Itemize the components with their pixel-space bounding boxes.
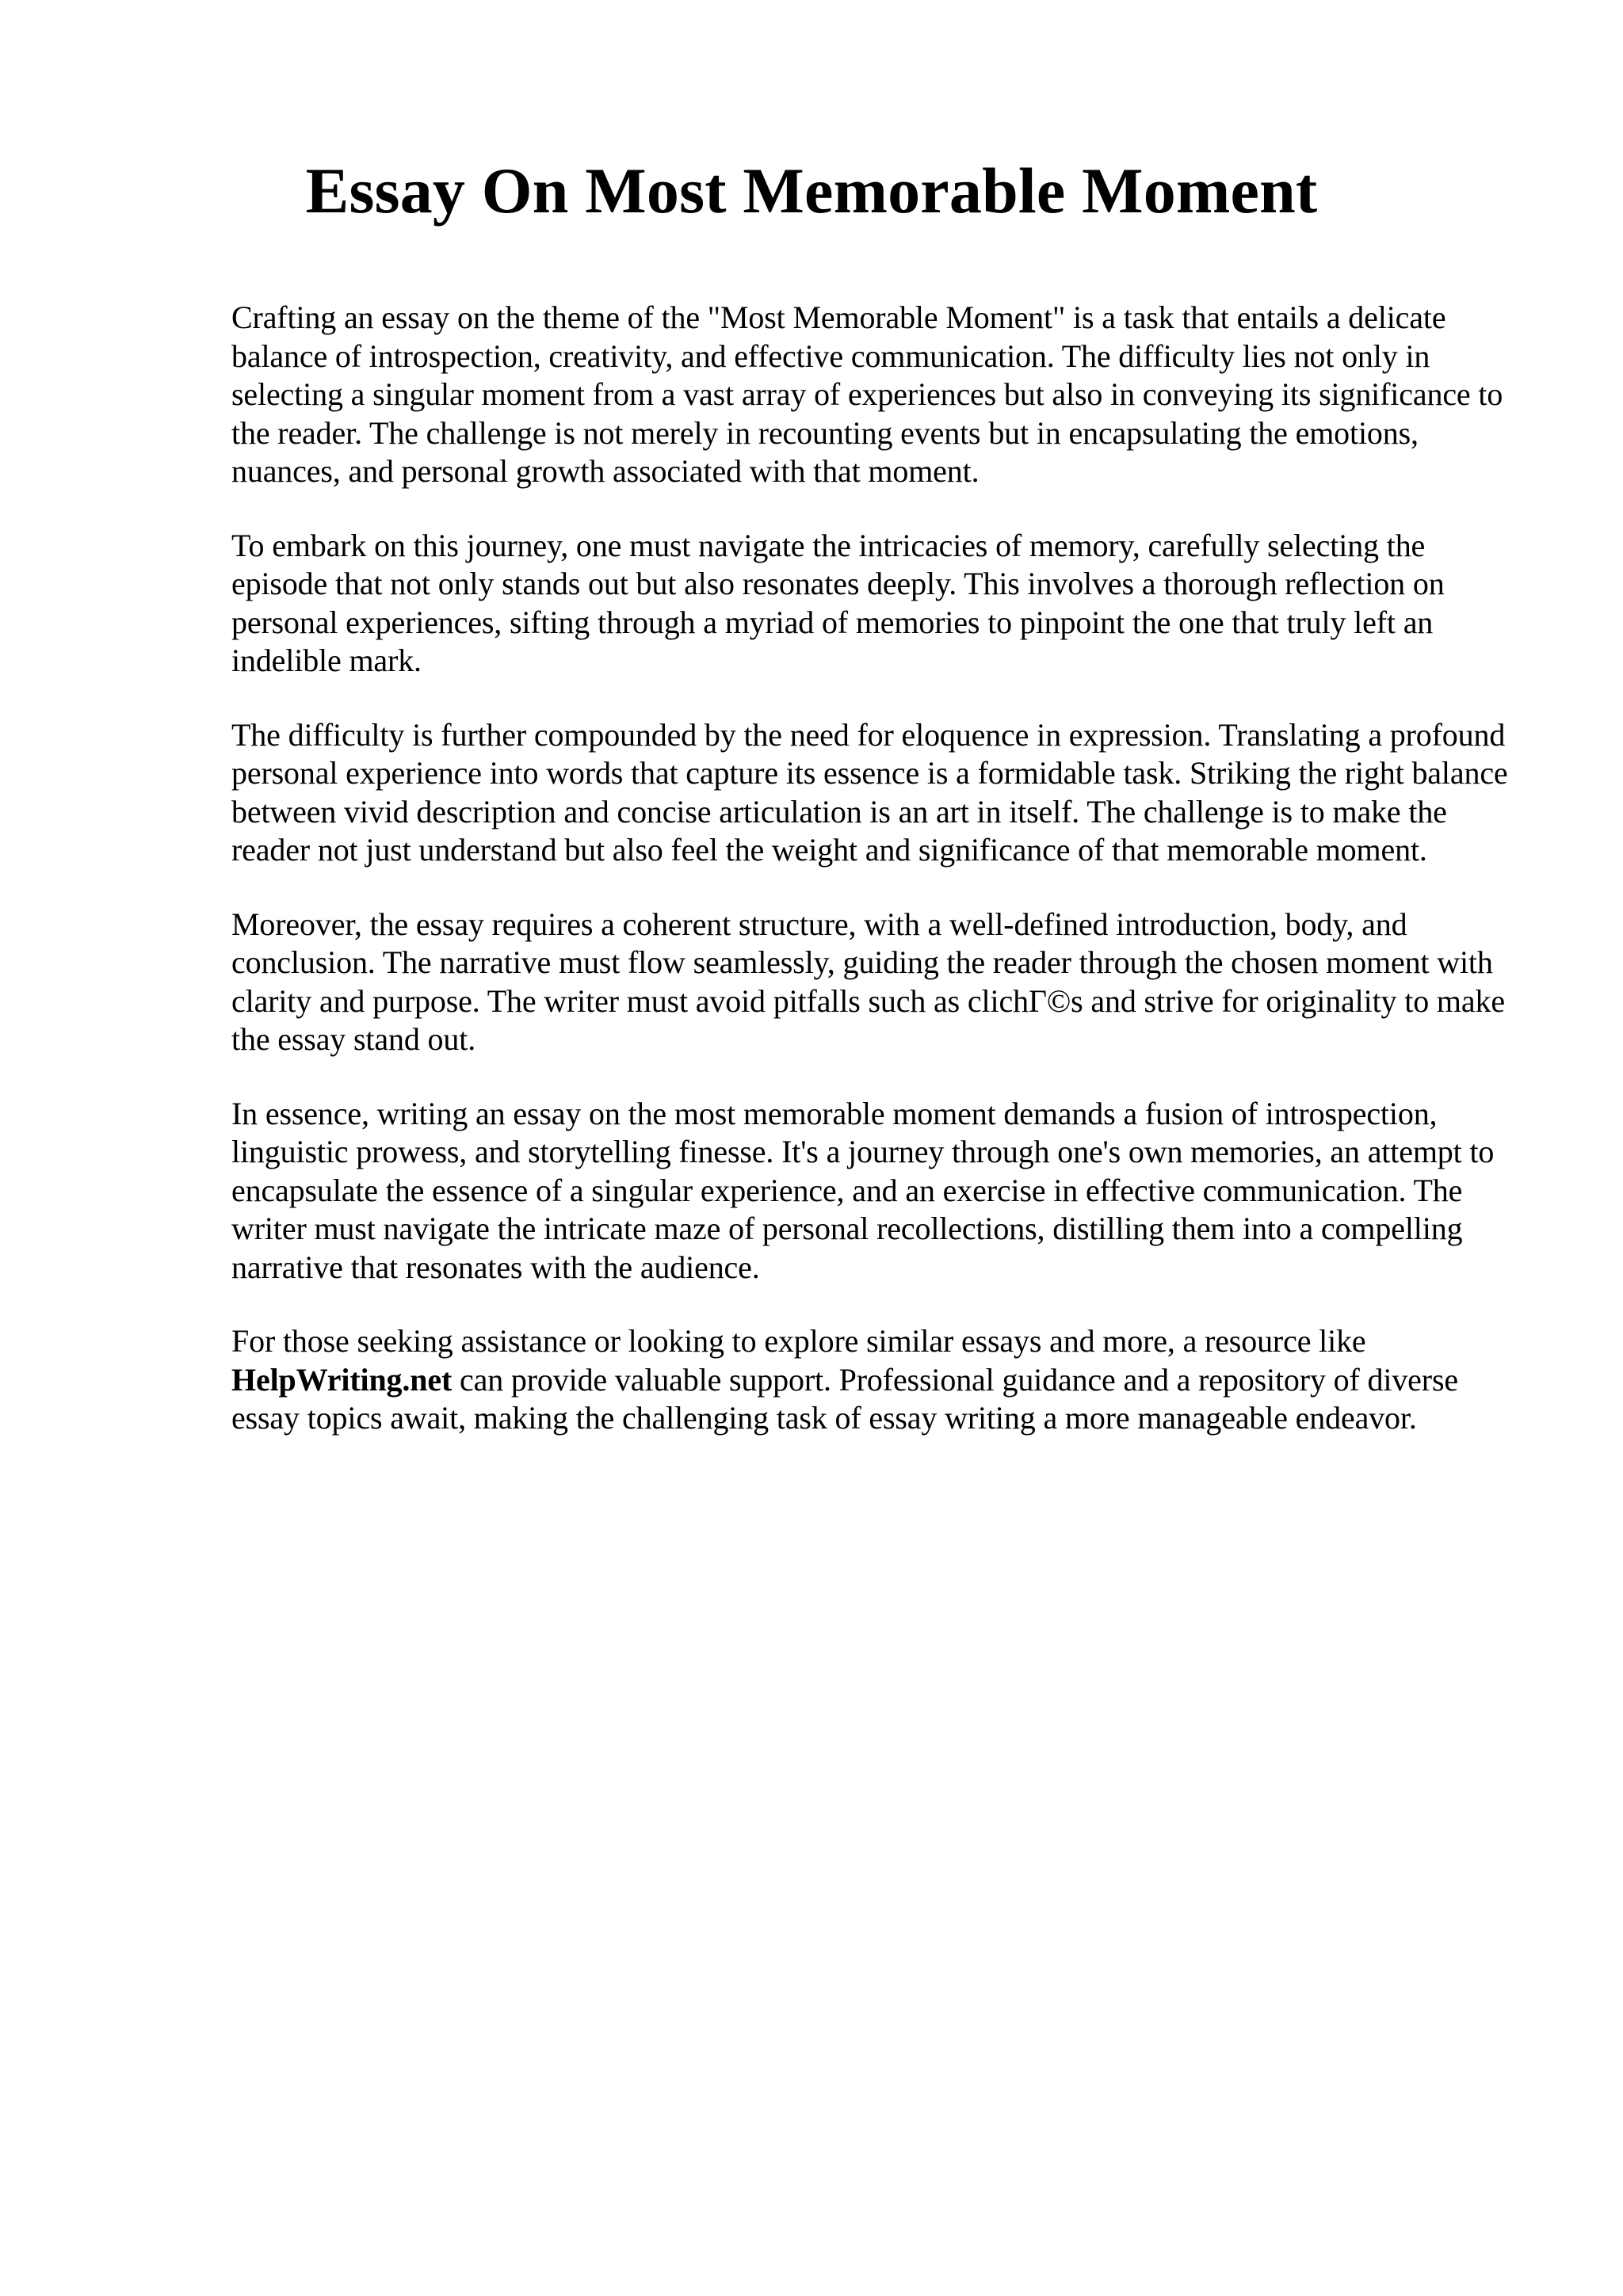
paragraph-1: Crafting an essay on the theme of the "Most Memorable Moment" is a task that entails a delicate balance of introspection, creativity, and effective communication. The difficulty lies not only in selecting a singular moment from a vast array of experiences but also in conveying its significance to the reader. The challenge is not merely in recounting events but in encapsulating the emotions, nuances, and personal growth associated with that moment. — [231, 299, 1503, 489]
closing-paragraph — [231, 1322, 1515, 1438]
paragraph-5: In essence, writing an essay on the most memorable moment demands a fusion of introspection, linguistic prowess, and storytelling finesse. It's a journey through one's own memories, an attempt to encapsulate the essence of a singular experience, and an exercise in effective communication. The writer must navigate the intricate maze of personal recollections, distilling them into a compelling narrative that resonates with the audience. — [231, 1095, 1495, 1285]
document-body — [231, 299, 1515, 1474]
document-title: Essay On Most Memorable Moment — [305, 154, 1318, 227]
paragraph-4: Moreover, the essay requires a coherent structure, with a well-defined introduction, body, and conclusion. The narrative must flow seamlessly, guiding the reader through the chosen moment with clarity and purpose. The writer must avoid pitfalls such as clichГ©s and strive for originality to make the essay stand out. — [231, 906, 1505, 1057]
closing-tail-text: can provide valuable support. Professional guidance and a repository of diverse essay topics await, making the challenging task of essay writing a more manageable endeavor. — [231, 1361, 1458, 1436]
closing-lead-text: For those seeking assistance or looking to explore similar essays and more, a resource like — [231, 1323, 1366, 1359]
paragraph-2: To embark on this journey, one must navigate the intricacies of memory, carefully selecting the episode that not only stands out but also resonates deeply. This involves a thorough reflection on personal experiences, sifting through a myriad of memories to pinpoint the one that truly left an indelible mark. — [231, 527, 1445, 678]
brand-name: HelpWriting.net — [231, 1361, 453, 1398]
paragraph-3: The difficulty is further compounded by the need for eloquence in expression. Translating a profound personal experience into words that capture its essence is a formidable task. Striking the right balance between vivid description and concise articulation is an art in itself. The challenge is to make the reader not just understand but also feel the weight and significance of that memorable moment. — [231, 716, 1508, 868]
